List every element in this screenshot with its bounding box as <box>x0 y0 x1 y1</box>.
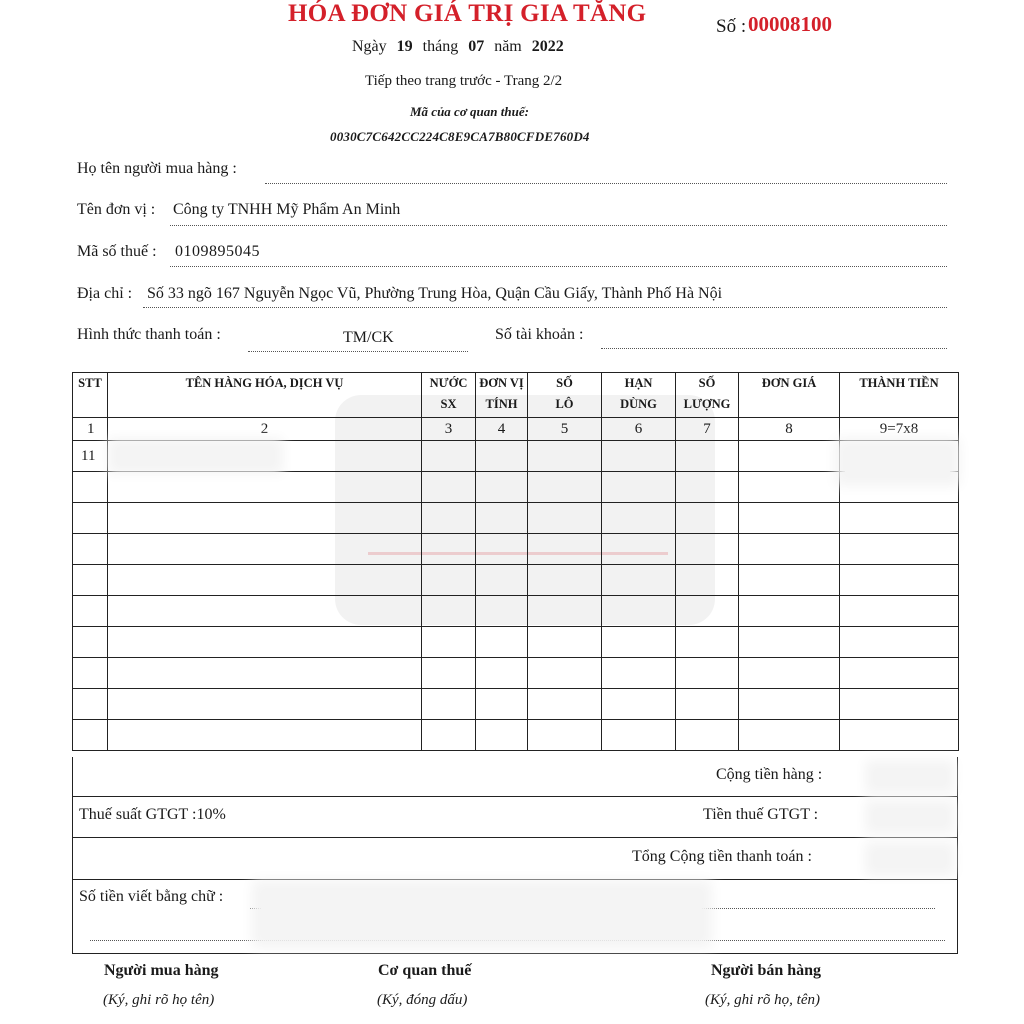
unit-line <box>170 225 947 226</box>
date-year: 2022 <box>531 38 564 55</box>
row-cell <box>422 441 476 472</box>
tax-authority-signature-title: Cơ quan thuế <box>378 962 472 979</box>
tax-authority-code: 0030C7C642CC224C8E9CA7B80CFDE760D4 <box>330 129 590 144</box>
grand-total-row <box>72 838 958 880</box>
row-cell <box>676 441 739 472</box>
date-month-label: tháng <box>422 38 459 55</box>
invoice-title: HÓA ĐƠN GIÁ TRỊ GIA TĂNG <box>288 0 647 27</box>
table-row <box>73 720 959 751</box>
account-line <box>601 348 947 349</box>
col-expiry: HẠN DÙNG <box>602 373 676 418</box>
redacted-item-amount <box>845 448 950 476</box>
tax-authority-code-label: Mã của cơ quan thuế: <box>410 104 529 119</box>
col-unit-price: ĐƠN GIÁ <box>739 373 840 418</box>
col-origin: NƯỚC SX <box>422 373 476 418</box>
col-stt: STT <box>73 373 108 418</box>
table-row <box>73 658 959 689</box>
invoice-date <box>352 38 570 56</box>
unit-label: Tên đơn vị : <box>77 201 156 218</box>
seller-signature-note: (Ký, ghi rõ họ, tên) <box>705 992 820 1008</box>
unit-name: Công ty TNHH Mỹ Phẩm An Minh <box>173 201 401 218</box>
buyer-signature-title: Người mua hàng <box>104 962 219 979</box>
address-line <box>143 307 947 308</box>
date-month: 07 <box>468 38 485 55</box>
date-day-label: Ngày <box>352 38 387 55</box>
col-number: 6 <box>602 418 676 441</box>
table-row <box>73 565 959 596</box>
table-row <box>73 503 959 534</box>
col-quantity: SỐ LƯỢNG <box>676 373 739 418</box>
redacted-amount-in-words <box>262 890 702 938</box>
col-item-name: TÊN HÀNG HÓA, DỊCH VỤ <box>108 373 422 418</box>
payment-method: TM/CK <box>343 329 394 346</box>
table-row <box>73 472 959 503</box>
continuation-note: Tiếp theo trang trước - Trang 2/2 <box>365 73 563 89</box>
col-number: 5 <box>528 418 602 441</box>
row-cell <box>602 441 676 472</box>
table-row <box>73 627 959 658</box>
table-row <box>73 534 959 565</box>
subtotal-row <box>72 757 958 797</box>
grand-total-label: Tổng Cộng tiền thanh toán : <box>632 848 812 865</box>
tax-code-label: Mã số thuế : <box>77 243 157 260</box>
col-number: 9=7x8 <box>840 418 959 441</box>
invoice-number-label: Số : <box>716 16 747 37</box>
tax-authority-signature-note: (Ký, đóng dấu) <box>377 992 468 1008</box>
date-year-label: năm <box>494 38 522 55</box>
redacted-vat-amount <box>875 810 945 824</box>
row-cell <box>739 441 840 472</box>
col-number: 4 <box>476 418 528 441</box>
col-unit: ĐƠN VỊ TÍNH <box>476 373 528 418</box>
tax-code: 0109895045 <box>175 243 260 260</box>
vat-amount-label: Tiền thuế GTGT : <box>703 806 819 823</box>
date-day: 19 <box>396 38 413 55</box>
table-header-row <box>73 373 959 418</box>
subtotal-label: Cộng tiền hàng : <box>716 766 823 783</box>
table-row <box>73 689 959 720</box>
items-table <box>72 372 959 751</box>
tax-code-line <box>170 266 947 267</box>
col-amount: THÀNH TIỀN <box>840 373 959 418</box>
redacted-subtotal <box>875 770 945 784</box>
payment-line <box>248 351 468 352</box>
col-number: 8 <box>739 418 840 441</box>
buyer-name-label: Họ tên người mua hàng : <box>77 160 237 177</box>
table-row <box>73 596 959 627</box>
redacted-grand-total <box>875 852 945 866</box>
row-cell <box>476 441 528 472</box>
address-label: Địa chỉ : <box>77 285 133 302</box>
col-number: 1 <box>73 418 108 441</box>
row-stt: 11 <box>73 441 108 472</box>
amount-in-words-line-2 <box>90 940 945 941</box>
col-number: 3 <box>422 418 476 441</box>
seller-signature-title: Người bán hàng <box>711 962 822 979</box>
buyer-name-line <box>265 183 947 184</box>
col-lot: SỐ LÔ <box>528 373 602 418</box>
column-number-row <box>73 418 959 441</box>
amount-in-words-label: Số tiền viết bằng chữ : <box>79 888 224 905</box>
account-number-label: Số tài khoản : <box>495 326 584 343</box>
buyer-signature-note: (Ký, ghi rõ họ tên) <box>103 992 215 1008</box>
col-number: 7 <box>676 418 739 441</box>
address: Số 33 ngõ 167 Nguyễn Ngọc Vũ, Phường Trung Hòa, Quận Cầu Giấy, Thành Phố Hà Nội <box>147 285 723 302</box>
vat-rate-label: Thuế suất GTGT :10% <box>79 806 226 823</box>
payment-method-label: Hình thức thanh toán : <box>77 326 221 343</box>
row-cell <box>528 441 602 472</box>
invoice-number: 00008100 <box>748 12 832 36</box>
col-number: 2 <box>108 418 422 441</box>
redacted-item-name <box>118 448 273 464</box>
